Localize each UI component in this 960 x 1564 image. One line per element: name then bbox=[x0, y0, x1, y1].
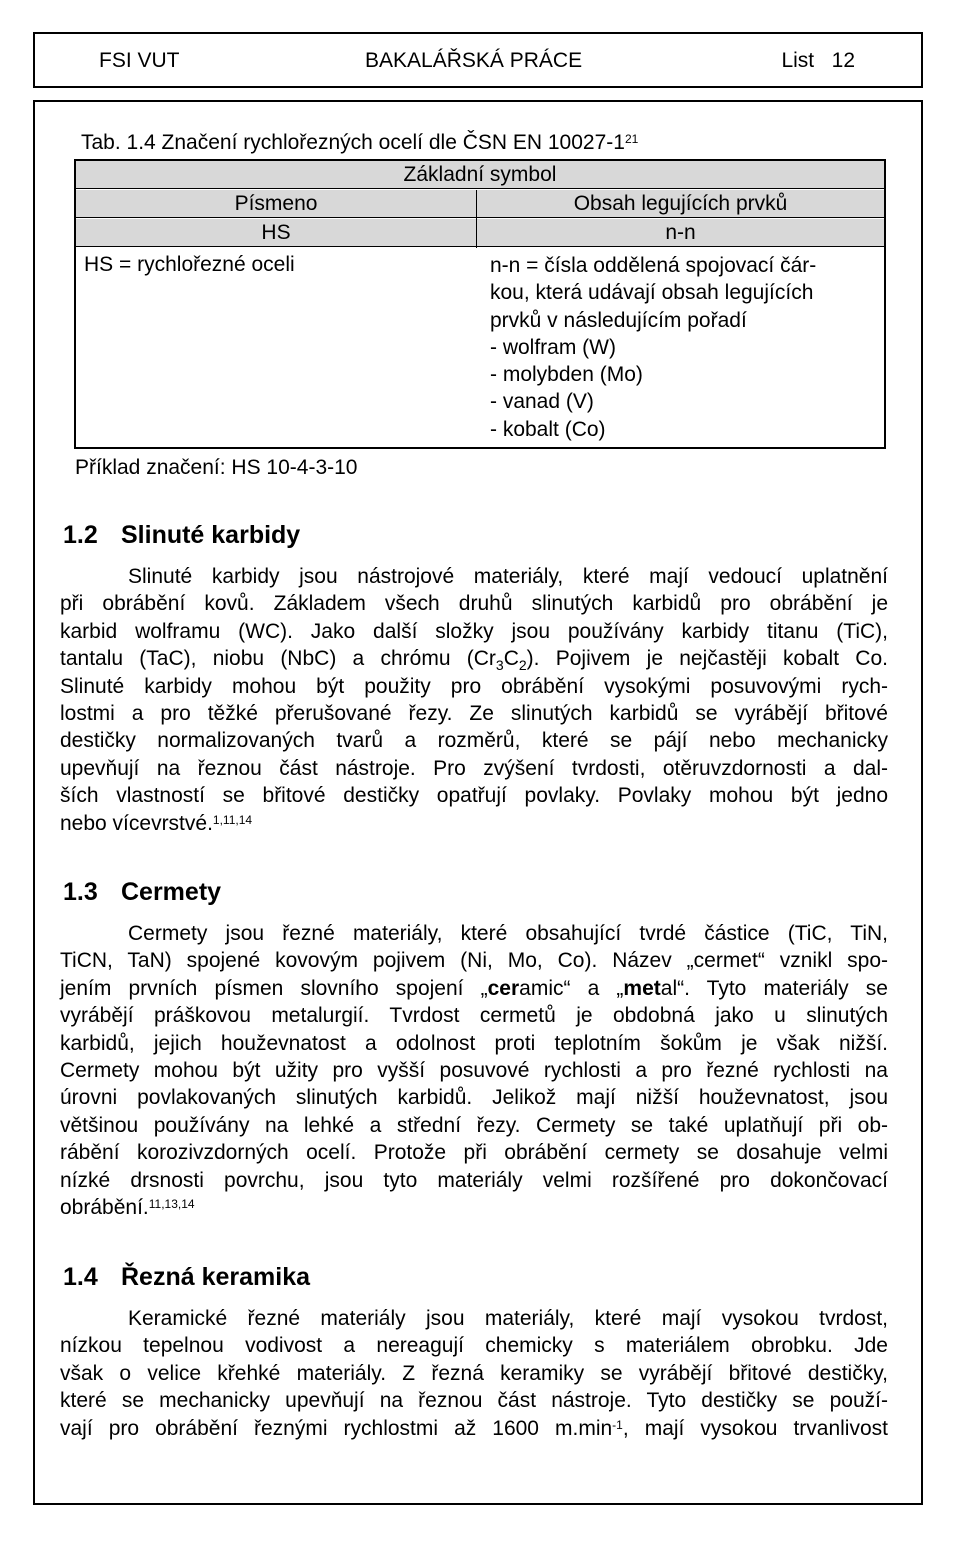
text-line: nízké drsnosti povrchu, jsou tyto materiály velmi rozšířené pro dokončovací bbox=[60, 1168, 888, 1192]
desc-line: n-n = čísla oddělená spojovací čár- bbox=[490, 254, 817, 277]
section-title: Cermety bbox=[121, 878, 222, 906]
section-title: Řezná keramika bbox=[121, 1263, 311, 1291]
table-content-value: n-n bbox=[665, 221, 696, 244]
text-line: karbidů, jejich houževnatost a odolnost proti teplotním šokům je však nižší. bbox=[60, 1031, 888, 1055]
bold-segment: cer bbox=[487, 976, 520, 1000]
table-col-content: Obsah legujících prvků bbox=[573, 192, 788, 215]
subscript: 3 bbox=[495, 657, 504, 674]
section-title: Slinuté karbidy bbox=[121, 521, 301, 549]
text-line bbox=[60, 810, 888, 837]
header-thesis-type: BAKALÁŘSKÁ PRÁCE bbox=[365, 49, 583, 72]
citation-ref: 11,13,14 bbox=[148, 1196, 195, 1211]
section-heading-cermets bbox=[63, 877, 221, 907]
text-segment: jením prvních písmen slovního spojení „ bbox=[60, 976, 488, 1000]
page-header bbox=[33, 32, 923, 88]
desc-line: - molybden (Mo) bbox=[490, 363, 643, 387]
table-basic-symbol: Základní symbol bbox=[403, 163, 557, 186]
text-segment: ). Pojivem je nejčastěji kobalt Co. bbox=[526, 647, 888, 671]
section-heading-cutting-ceramics bbox=[63, 1262, 310, 1292]
text-line: Cermety jsou řezné materiály, které obsahující tvrdé částice (TiC, TiN, bbox=[128, 922, 888, 945]
text-line: při obrábění kovů. Základem všech druhů slinutých karbidů pro obrábění je bbox=[60, 592, 888, 616]
paragraph-cutting-ceramics bbox=[60, 1305, 888, 1442]
subscript: 2 bbox=[518, 657, 527, 674]
table-content-description bbox=[490, 252, 850, 443]
text-line: rábění korozivzdorných ocelí. Protože při obrábění cermety se dosahuje velmi bbox=[60, 1141, 888, 1165]
section-number: 1.3 bbox=[63, 878, 98, 906]
text-segment: obrábění. bbox=[60, 1195, 149, 1219]
header-faculty: FSI VUT bbox=[99, 49, 180, 72]
bold-segment: met bbox=[623, 976, 661, 1000]
text-line: ších vlastností se břitové destičky opatřují povlaky. Povlaky mohou být jedno bbox=[60, 784, 888, 808]
text-segment: al“. Tyto materiály se bbox=[660, 976, 888, 1000]
text-segment: tantalu (TaC), niobu (NbC) a chrómu (Cr bbox=[60, 647, 496, 671]
desc-line: kou, která udávají obsah legujících bbox=[490, 281, 814, 305]
marking-table bbox=[74, 159, 886, 449]
desc-line: - kobalt (Co) bbox=[490, 417, 606, 441]
citation-ref: 1,11,14 bbox=[212, 812, 253, 827]
text-line: vyrábějí práškovou metalurgií. Tvrdost cermetů je obdobná jako u slinutých bbox=[60, 1004, 888, 1028]
text-line: nízkou tepelnou vodivost a nereagují chemicky s materiálem obrobku. Jde bbox=[60, 1334, 888, 1358]
table-caption-text: Tab. 1.4 Značení rychlořezných ocelí dle ČSN EN 10027-1 bbox=[81, 131, 625, 154]
text-line: úrovni povlakovaných slinutých karbidů. Jelikož mají nižší houževnatost, jsou bbox=[60, 1086, 888, 1110]
text-line: karbid wolframu (WC). Jako další složky jsou používány karbidy titanu (TiC), bbox=[60, 619, 888, 643]
text-line: Slinuté karbidy mohou být použity pro obrábění vysokými posuvovými rych- bbox=[60, 674, 888, 698]
text-segment: C bbox=[503, 647, 519, 671]
text-segment: , mají vysokou trvanlivost bbox=[622, 1416, 888, 1440]
section-number: 1.2 bbox=[63, 521, 98, 549]
desc-line: - wolfram (W) bbox=[490, 335, 616, 359]
desc-line: prvků v následujícím pořadí bbox=[490, 308, 747, 332]
table-letter-definition: HS = rychlořezné oceli bbox=[84, 253, 295, 276]
table-col-letter: Písmeno bbox=[234, 192, 318, 215]
text-line: většinou používány na lehké a střední řezy. Cermety se také uplatňují při ob- bbox=[60, 1113, 888, 1137]
section-heading-sintered-carbides bbox=[63, 520, 300, 550]
text-line: TiCN, TaN) spojené kovovým pojivem (Ni, Mo, Co). Název „cermet“ vznikl spo- bbox=[60, 949, 888, 973]
paragraph-cermets bbox=[60, 920, 888, 1221]
text-line: Slinuté karbidy jsou nástrojové materiály, které mají vedoucí uplatnění bbox=[128, 565, 888, 588]
header-page-number: List 12 bbox=[781, 49, 855, 72]
text-line bbox=[60, 645, 888, 672]
text-line bbox=[60, 975, 888, 1002]
text-line: však o velice křehké materiály. Z řezná keramiky se vyrábějí břitové destičky, bbox=[60, 1361, 888, 1385]
text-line: Cermety mohou být užity pro vyšší posuvové rychlosti a pro řezné rychlosti na bbox=[60, 1058, 888, 1082]
text-line: destičky normalizovaných tvarů a rozměrů, které se pájí nebo mechanicky bbox=[60, 729, 888, 753]
text-line bbox=[60, 1194, 888, 1221]
text-line: upevňují na řeznou část nástroje. Pro zvýšení tvrdosti, otěruvzdornosti a dal- bbox=[60, 756, 888, 780]
text-segment: vají pro obrábění řeznými rychlostmi až 1600 m.min bbox=[60, 1416, 613, 1440]
table-letter-value: HS bbox=[261, 221, 291, 244]
text-line: Keramické řezné materiály jsou materiály, které mají vysokou tvrdost, bbox=[128, 1307, 888, 1330]
text-segment: nebo vícevrstvé. bbox=[60, 811, 213, 835]
section-number: 1.4 bbox=[63, 1263, 98, 1291]
text-segment: amic“ a „ bbox=[519, 976, 624, 1000]
text-line: lostmi a pro těžké přerušované řezy. Ze slinutých karbidů se vyrábějí břitové bbox=[60, 701, 888, 725]
desc-line: - vanad (V) bbox=[490, 390, 594, 414]
superscript: -1 bbox=[612, 1417, 623, 1432]
table-caption bbox=[81, 130, 638, 156]
table-caption-ref: 21 bbox=[624, 132, 639, 146]
text-line bbox=[60, 1415, 888, 1442]
text-line: které se mechanicky upevňují na řeznou část nástroje. Tyto destičky se použí- bbox=[60, 1389, 888, 1413]
marking-example: Příklad značení: HS 10-4-3-10 bbox=[75, 456, 358, 479]
paragraph-sintered-carbides bbox=[60, 563, 888, 837]
